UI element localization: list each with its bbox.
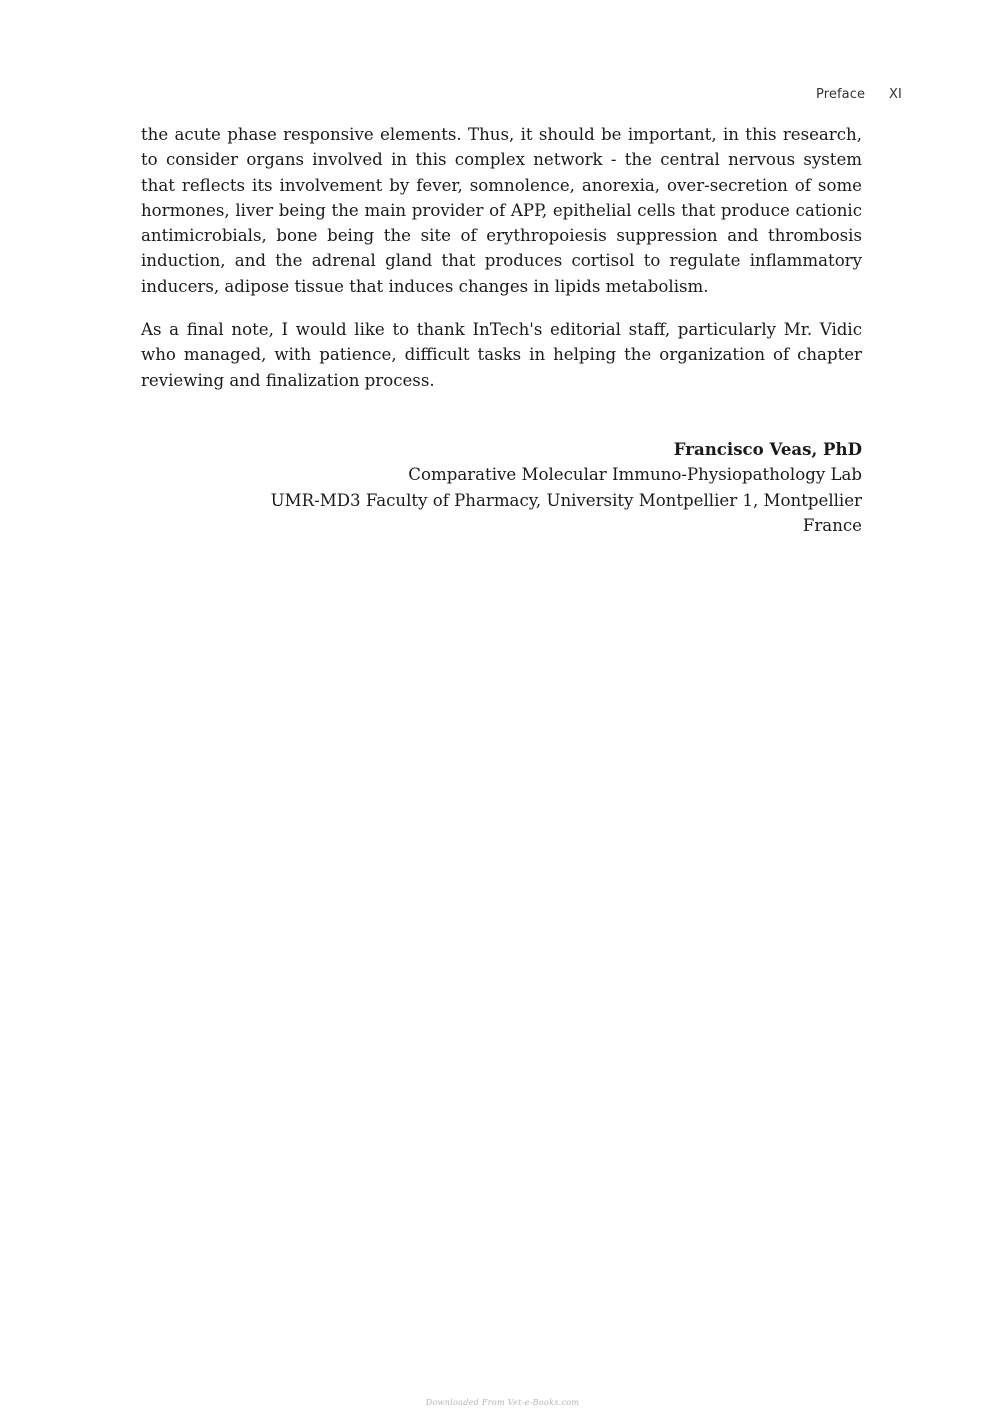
footer-watermark: Downloaded From Vet-e-Books.com bbox=[425, 1398, 580, 1407]
author-country: France bbox=[802, 515, 862, 535]
section-title: Preface bbox=[815, 87, 866, 102]
author-institution: UMR-MD3 Faculty of Pharmacy, University Montpellier 1, Montpellier bbox=[270, 490, 862, 510]
author-lab: Comparative Molecular Immuno-Physiopathology Lab bbox=[408, 465, 862, 485]
preface-body bbox=[141, 122, 862, 411]
running-header bbox=[816, 87, 902, 102]
paragraph: the acute phase responsive elements. Thus, it should be important, in this research, to consider organs involved in this complex network - the central nervous system that reflects its involvement by fever, somnolence, anorexia, over-secretion of some hormones, liver being the main provider of APP, epithelial cells that produce cationic antimicrobials, bone being the site of erythropoiesis suppression and thrombosis induction, and the adrenal gland that produces cortisol to regulate inflammatory inducers, adipose tissue that induces changes in lipids metabolism. bbox=[141, 125, 862, 296]
paragraph: As a final note, I would like to thank InTech's editorial staff, particularly Mr. Vidic who managed, with patience, difficult tasks in helping the organization of chapter reviewing and finalization process. bbox=[141, 320, 862, 390]
signature-block bbox=[271, 437, 862, 538]
page-number: XI bbox=[889, 87, 902, 102]
author-name: Francisco Veas, PhD bbox=[673, 439, 862, 459]
